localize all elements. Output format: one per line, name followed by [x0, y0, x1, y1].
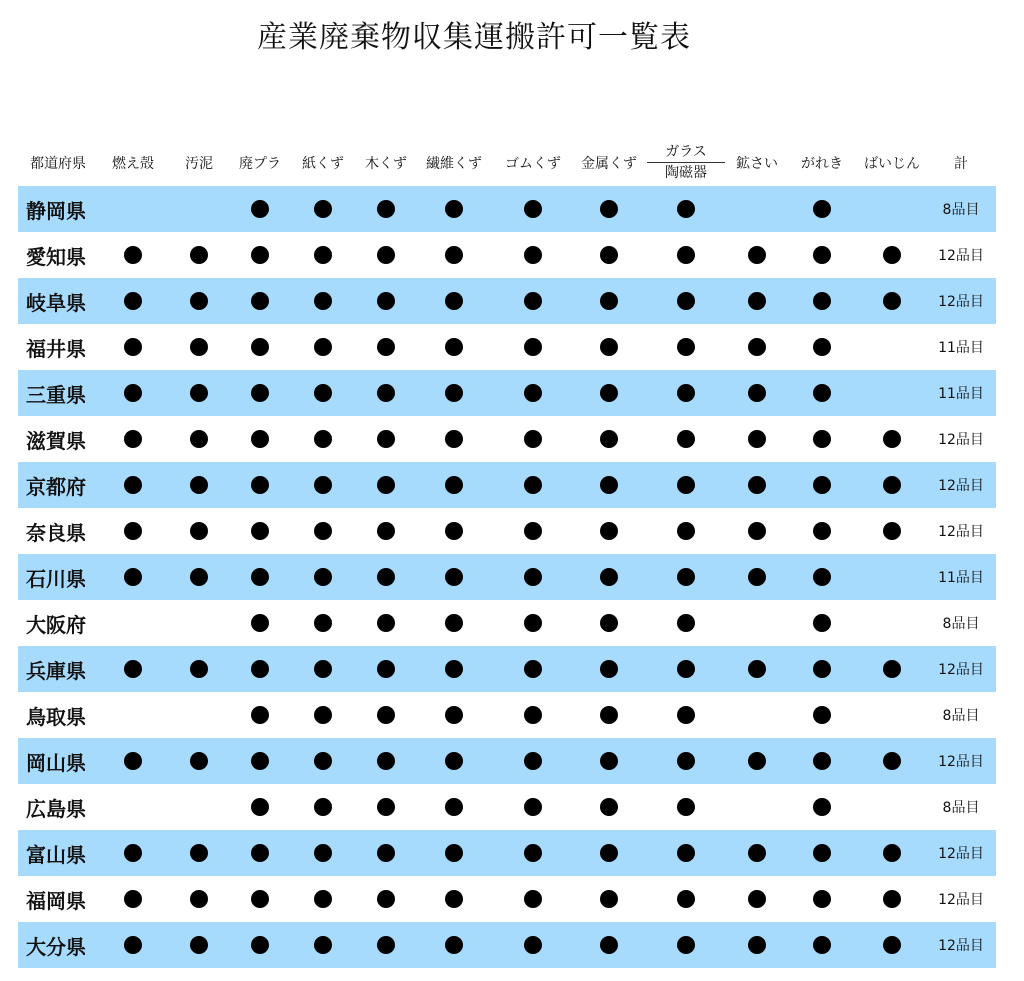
permit-dot	[883, 660, 901, 678]
permit-dot	[251, 706, 269, 724]
permit-dot	[377, 246, 395, 264]
table-row	[18, 462, 996, 508]
permit-dot	[445, 936, 463, 954]
permit-dot	[314, 200, 332, 218]
permit-dot	[813, 752, 831, 770]
row-total: 12品目	[938, 892, 984, 908]
prefecture-name: 滋賀県	[26, 428, 86, 453]
permit-dot	[124, 890, 142, 908]
permit-dot	[314, 752, 332, 770]
row-total: 12品目	[938, 754, 984, 770]
permit-dot	[377, 706, 395, 724]
permit-dot	[677, 936, 695, 954]
permit-dot	[377, 338, 395, 356]
permit-dot	[677, 292, 695, 310]
permit-dot	[314, 522, 332, 540]
row-total: 8品目	[942, 800, 980, 816]
permit-dot	[251, 798, 269, 816]
permit-dot	[600, 706, 618, 724]
permit-dot	[445, 522, 463, 540]
row-total: 12品目	[938, 248, 984, 264]
permit-dot	[677, 384, 695, 402]
row-total: 12品目	[938, 846, 984, 862]
permit-dot	[251, 660, 269, 678]
permit-dot	[883, 476, 901, 494]
permit-dot	[314, 798, 332, 816]
permit-dot	[190, 292, 208, 310]
permit-dot	[445, 476, 463, 494]
permit-dot	[377, 844, 395, 862]
permit-dot	[748, 522, 766, 540]
permit-dot	[677, 844, 695, 862]
permit-dot	[748, 890, 766, 908]
permit-dot	[677, 430, 695, 448]
header-total: 計	[954, 155, 968, 172]
permit-dot	[600, 614, 618, 632]
header-col-4: 木くず	[365, 155, 407, 172]
permit-dot	[524, 752, 542, 770]
permit-dot	[748, 338, 766, 356]
permit-dot	[190, 476, 208, 494]
permit-table	[18, 186, 996, 968]
header-ceramics-label: 陶磁器	[665, 164, 707, 181]
permit-dot	[883, 292, 901, 310]
page-title: 産業廃棄物収集運搬許可一覧表	[257, 20, 691, 55]
permit-dot	[524, 844, 542, 862]
permit-dot	[677, 752, 695, 770]
permit-dot	[314, 844, 332, 862]
permit-dot	[813, 338, 831, 356]
permit-dot	[445, 844, 463, 862]
permit-dot	[748, 844, 766, 862]
permit-dot	[190, 844, 208, 862]
table-row	[18, 416, 996, 462]
permit-dot	[377, 430, 395, 448]
permit-dot	[677, 798, 695, 816]
permit-dot	[677, 522, 695, 540]
permit-dot	[190, 752, 208, 770]
permit-dot	[524, 568, 542, 586]
header-col-7: 金属くず	[581, 155, 637, 172]
header-col-6: ゴムくず	[505, 155, 561, 172]
permit-dot	[600, 292, 618, 310]
row-total: 12品目	[938, 294, 984, 310]
permit-dot	[748, 384, 766, 402]
permit-dot	[124, 936, 142, 954]
permit-dot	[445, 660, 463, 678]
table-row	[18, 922, 996, 968]
prefecture-name: 石川県	[26, 566, 86, 591]
permit-dot	[251, 476, 269, 494]
row-total: 12品目	[938, 938, 984, 954]
row-total: 8品目	[942, 202, 980, 218]
permit-dot	[813, 430, 831, 448]
row-total: 12品目	[938, 432, 984, 448]
permit-dot	[883, 844, 901, 862]
table-row	[18, 554, 996, 600]
permit-dot	[314, 936, 332, 954]
permit-dot	[251, 936, 269, 954]
permit-dot	[524, 522, 542, 540]
table-row	[18, 370, 996, 416]
permit-dot	[377, 384, 395, 402]
table-row	[18, 186, 996, 232]
permit-dot	[251, 614, 269, 632]
permit-dot	[190, 246, 208, 264]
prefecture-name: 福井県	[26, 336, 86, 361]
permit-dot	[251, 384, 269, 402]
permit-dot	[445, 614, 463, 632]
permit-dot	[600, 844, 618, 862]
permit-dot	[124, 522, 142, 540]
permit-dot	[314, 338, 332, 356]
permit-dot	[524, 660, 542, 678]
permit-dot	[377, 522, 395, 540]
permit-dot	[748, 752, 766, 770]
permit-dot	[314, 614, 332, 632]
header-col-2: 廃プラ	[239, 155, 281, 172]
permit-dot	[124, 844, 142, 862]
permit-dot	[524, 706, 542, 724]
header-col-3: 紙くず	[302, 155, 344, 172]
permit-dot	[251, 890, 269, 908]
permit-dot	[445, 292, 463, 310]
permit-dot	[813, 614, 831, 632]
permit-dot	[813, 798, 831, 816]
prefecture-name: 岐阜県	[26, 290, 86, 315]
row-total: 8品目	[942, 708, 980, 724]
permit-dot	[677, 706, 695, 724]
permit-dot	[813, 292, 831, 310]
permit-dot	[883, 890, 901, 908]
permit-dot	[377, 660, 395, 678]
permit-dot	[524, 292, 542, 310]
header-col-1: 汚泥	[185, 155, 213, 172]
permit-dot	[124, 338, 142, 356]
permit-dot	[748, 660, 766, 678]
permit-dot	[251, 338, 269, 356]
permit-dot	[524, 476, 542, 494]
permit-dot	[190, 936, 208, 954]
prefecture-name: 岡山県	[26, 750, 86, 775]
permit-dot	[377, 936, 395, 954]
permit-dot	[883, 752, 901, 770]
permit-dot	[124, 430, 142, 448]
permit-dot	[190, 522, 208, 540]
prefecture-name: 三重県	[26, 382, 86, 407]
permit-dot	[524, 384, 542, 402]
permit-dot	[600, 200, 618, 218]
permit-dot	[813, 384, 831, 402]
permit-dot	[677, 246, 695, 264]
permit-dot	[524, 890, 542, 908]
permit-dot	[445, 338, 463, 356]
permit-dot	[190, 568, 208, 586]
permit-dot	[377, 200, 395, 218]
permit-dot	[883, 246, 901, 264]
permit-dot	[677, 568, 695, 586]
permit-dot	[377, 568, 395, 586]
permit-dot	[883, 522, 901, 540]
permit-dot	[314, 384, 332, 402]
permit-dot	[190, 338, 208, 356]
permit-dot	[600, 890, 618, 908]
table-row	[18, 278, 996, 324]
permit-dot	[524, 430, 542, 448]
row-total: 12品目	[938, 478, 984, 494]
row-total: 11品目	[938, 386, 984, 402]
prefecture-name: 静岡県	[26, 198, 86, 223]
permit-dot	[124, 292, 142, 310]
permit-dot	[600, 246, 618, 264]
permit-dot	[524, 936, 542, 954]
table-row	[18, 876, 996, 922]
permit-dot	[445, 200, 463, 218]
permit-dot	[600, 568, 618, 586]
row-total: 12品目	[938, 524, 984, 540]
table-header	[18, 140, 996, 185]
prefecture-name: 大分県	[26, 934, 86, 959]
prefecture-name: 兵庫県	[26, 658, 86, 683]
permit-dot	[314, 706, 332, 724]
permit-dot	[251, 246, 269, 264]
permit-dot	[600, 936, 618, 954]
permit-dot	[314, 430, 332, 448]
permit-dot	[883, 936, 901, 954]
prefecture-name: 愛知県	[26, 244, 86, 269]
permit-dot	[377, 292, 395, 310]
permit-dot	[445, 568, 463, 586]
permit-dot	[445, 890, 463, 908]
permit-dot	[445, 430, 463, 448]
permit-dot	[600, 798, 618, 816]
header-glass-label: ガラス	[647, 143, 725, 163]
permit-dot	[190, 430, 208, 448]
permit-dot	[190, 660, 208, 678]
header-col-11: ばいじん	[864, 155, 920, 172]
permit-dot	[677, 614, 695, 632]
row-total: 12品目	[938, 662, 984, 678]
permit-dot	[124, 568, 142, 586]
permit-dot	[524, 246, 542, 264]
permit-dot	[445, 798, 463, 816]
permit-dot	[883, 430, 901, 448]
permit-dot	[124, 660, 142, 678]
prefecture-name: 京都府	[26, 474, 86, 499]
permit-dot	[677, 476, 695, 494]
permit-dot	[251, 522, 269, 540]
prefecture-name: 鳥取県	[26, 704, 86, 729]
prefecture-name: 奈良県	[26, 520, 86, 545]
permit-dot	[600, 522, 618, 540]
permit-dot	[251, 844, 269, 862]
permit-dot	[524, 614, 542, 632]
permit-dot	[813, 890, 831, 908]
table-row	[18, 784, 996, 830]
permit-dot	[813, 476, 831, 494]
permit-dot	[314, 890, 332, 908]
permit-dot	[748, 568, 766, 586]
permit-dot	[677, 200, 695, 218]
permit-dot	[524, 200, 542, 218]
permit-dot	[524, 338, 542, 356]
permit-dot	[813, 844, 831, 862]
permit-dot	[251, 752, 269, 770]
header-col-0: 燃え殻	[112, 155, 154, 172]
prefecture-name: 富山県	[26, 842, 86, 867]
permit-dot	[813, 522, 831, 540]
table-row	[18, 646, 996, 692]
permit-dot	[190, 384, 208, 402]
permit-dot	[251, 292, 269, 310]
permit-dot	[314, 568, 332, 586]
permit-dot	[445, 752, 463, 770]
permit-dot	[124, 752, 142, 770]
permit-dot	[677, 338, 695, 356]
permit-dot	[124, 384, 142, 402]
permit-dot	[445, 706, 463, 724]
permit-dot	[314, 292, 332, 310]
permit-dot	[748, 936, 766, 954]
header-col-9: 鉱さい	[736, 155, 778, 172]
permit-dot	[677, 660, 695, 678]
permit-dot	[314, 660, 332, 678]
row-total: 11品目	[938, 340, 984, 356]
row-total: 11品目	[938, 570, 984, 586]
permit-dot	[377, 752, 395, 770]
permit-dot	[190, 890, 208, 908]
permit-dot	[677, 890, 695, 908]
permit-dot	[377, 798, 395, 816]
permit-dot	[377, 476, 395, 494]
row-total: 8品目	[942, 616, 980, 632]
permit-dot	[748, 476, 766, 494]
table-row	[18, 830, 996, 876]
permit-dot	[377, 890, 395, 908]
permit-dot	[445, 384, 463, 402]
table-row	[18, 508, 996, 554]
table-row	[18, 738, 996, 784]
header-col-5: 繊維くず	[426, 155, 482, 172]
prefecture-name: 福岡県	[26, 888, 86, 913]
permit-dot	[813, 200, 831, 218]
permit-dot	[124, 476, 142, 494]
permit-dot	[251, 200, 269, 218]
table-row	[18, 232, 996, 278]
header-prefecture: 都道府県	[30, 155, 86, 172]
permit-dot	[377, 614, 395, 632]
permit-dot	[600, 338, 618, 356]
permit-dot	[813, 660, 831, 678]
permit-dot	[600, 430, 618, 448]
permit-dot	[748, 292, 766, 310]
permit-dot	[524, 798, 542, 816]
permit-dot	[600, 752, 618, 770]
permit-dot	[813, 706, 831, 724]
permit-dot	[813, 936, 831, 954]
permit-dot	[748, 246, 766, 264]
permit-dot	[251, 430, 269, 448]
prefecture-name: 広島県	[26, 796, 86, 821]
header-col-10: がれき	[801, 155, 843, 172]
permit-dot	[445, 246, 463, 264]
permit-dot	[600, 384, 618, 402]
permit-dot	[813, 246, 831, 264]
permit-dot	[600, 660, 618, 678]
prefecture-name: 大阪府	[26, 612, 86, 637]
permit-dot	[813, 568, 831, 586]
permit-dot	[124, 246, 142, 264]
permit-dot	[600, 476, 618, 494]
permit-dot	[251, 568, 269, 586]
table-row	[18, 600, 996, 646]
permit-dot	[314, 246, 332, 264]
permit-dot	[314, 476, 332, 494]
table-row	[18, 692, 996, 738]
permit-dot	[748, 430, 766, 448]
table-row	[18, 324, 996, 370]
